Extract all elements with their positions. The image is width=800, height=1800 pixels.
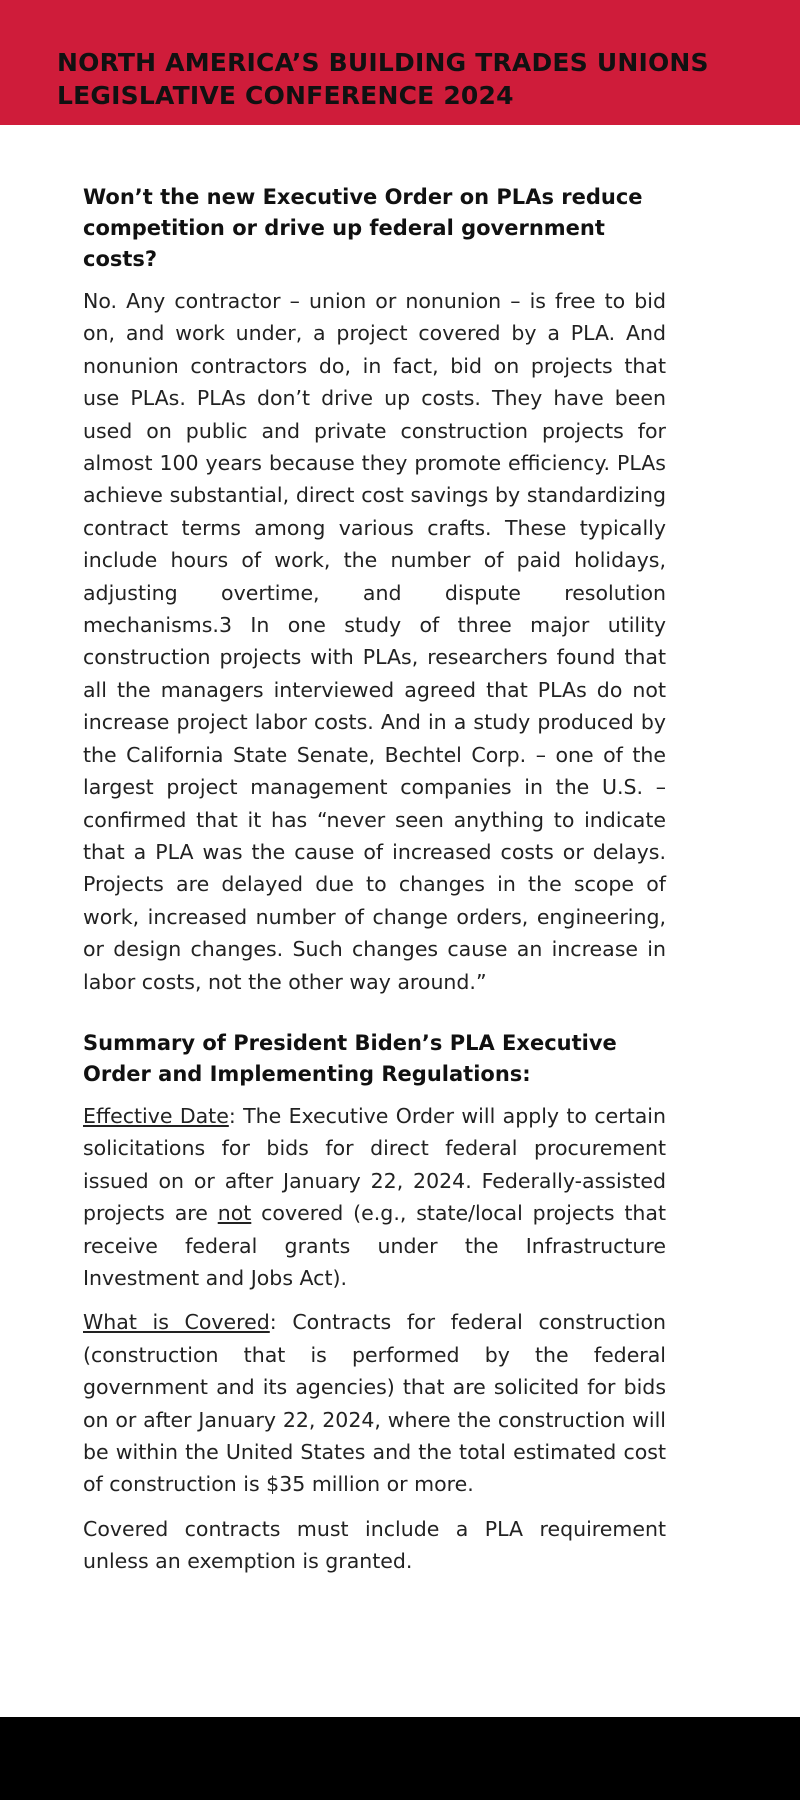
footer-bar (0, 1717, 800, 1800)
main-content (83, 182, 666, 1578)
what-is-covered-paragraph (83, 1306, 666, 1500)
what-is-covered-text: : Contracts for federal construction (construction that is performed by the federal government and its agencies) that are solicited for bids on or after January 22, 2024, where the construction will be within the United States and the total estimated cost of construction is $35 million or more. (83, 1310, 666, 1497)
effective-date-text-1: : The Executive Order will apply to certain solicitations for bids for direct federal procurement issued on or after January 22, 2024. Federally-assisted projects are (83, 1103, 666, 1226)
faq-question-heading: Won’t the new Executive Order on PLAs reduce competition or drive up federal government costs? (83, 185, 643, 271)
header-banner (0, 0, 800, 125)
not-emphasis: not (217, 1201, 252, 1226)
covered-contracts-paragraph: Covered contracts must include a PLA requirement unless an exemption is granted. (83, 1516, 666, 1574)
faq-answer-paragraph: No. Any contractor – union or nonunion – is free to bid on, and work under, a project covered by a PLA. And nonunion contractors do, in fact, bid on projects that use PLAs. PLAs don’t drive up costs. They have been used on public and private construction projects for almost 100 years because they promote efficiency. PLAs achieve substantial, direct cost savings by standardizing contract terms among various crafts. These typically include hours of work, the number of paid holidays, adjusting overtime, and dispute resolution mechanisms.3 In one study of three major utility construction projects with PLAs, researchers found that all the managers interviewed agreed that PLAs do not increase project labor costs. And in a study produced by the California State Senate, Bechtel Corp. – one of the largest project management companies in the U.S. – confirmed that it has “never seen anything to indicate that a PLA was the cause of increased costs or delays. Projects are delayed due to changes in the scope of work, increased number of change orders, engineering, or design changes. Such changes cause an increase in labor costs, not the other way around.” (83, 289, 666, 994)
summary-heading: Summary of President Biden’s PLA Executive Order and Implementing Regulations: (83, 1030, 617, 1086)
conference-title-line-2: LEGISLATIVE CONFERENCE 2024 (57, 81, 514, 110)
effective-date-label: Effective Date (83, 1103, 229, 1128)
what-is-covered-label: What is Covered (83, 1310, 270, 1335)
conference-title (57, 46, 787, 112)
effective-date-paragraph (83, 1100, 666, 1294)
conference-title-line-1: NORTH AMERICA’S BUILDING TRADES UNIONS (57, 48, 709, 77)
effective-date-text-2: covered (e.g., state/local projects that receive federal grants under the Infrastructure Investment and Jobs Act). (83, 1201, 667, 1290)
